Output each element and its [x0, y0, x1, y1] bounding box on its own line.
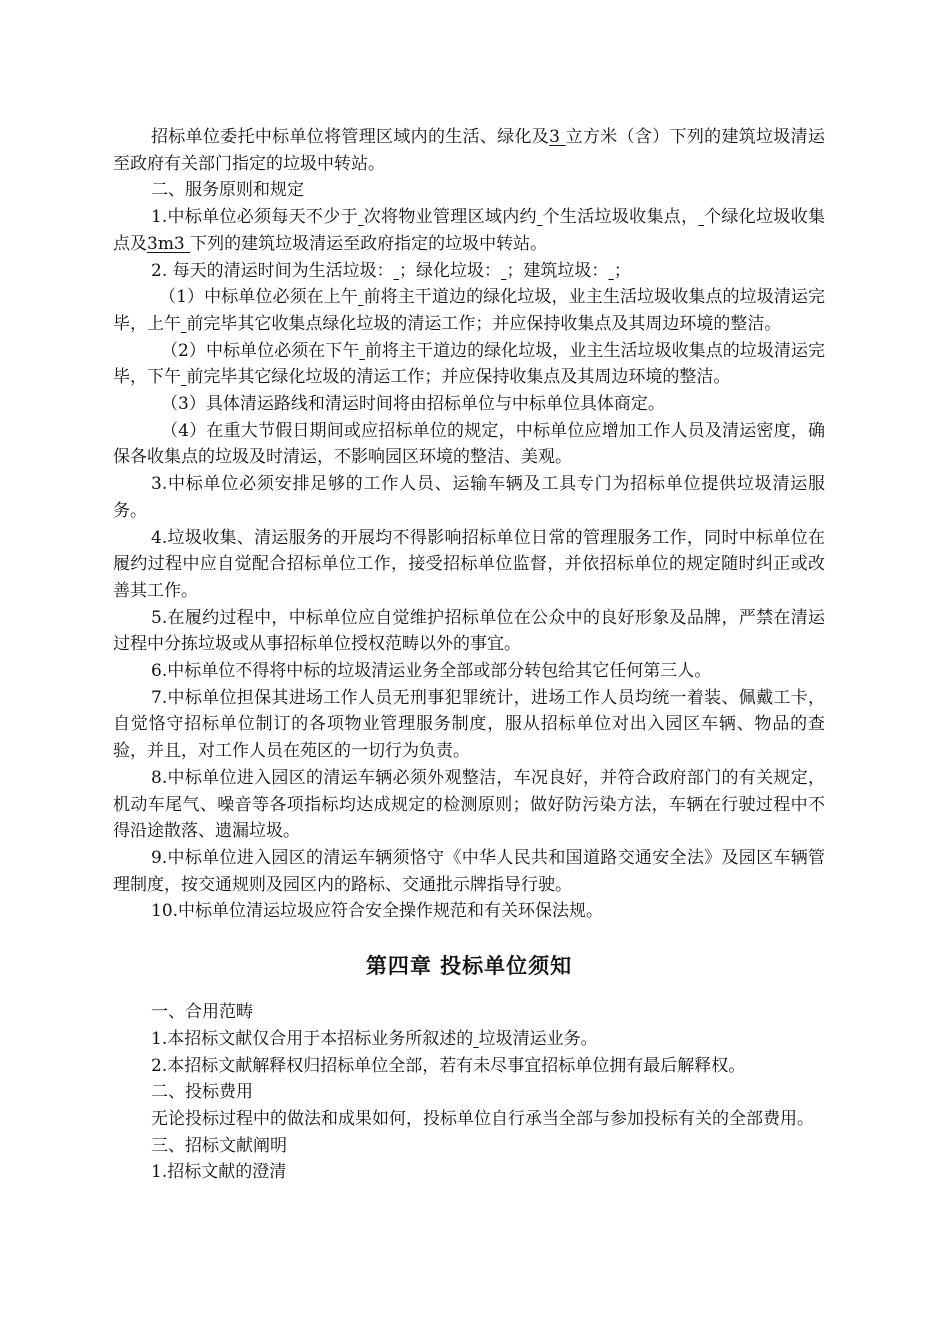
- heading-doc-explanation: 三、招标文献阐明: [151, 1135, 287, 1156]
- paragraph-scope: 招标单位委托中标单位将管理区域内的生活、绿化及3 立方米（含）下列的建筑垃圾清运至政府有关部门指定的垃圾中转站。: [113, 127, 825, 174]
- paragraph-clause-5: 5.在履约过程中，中标单位应自觉维护招标单位在公众中的良好形象及品牌，严禁在清运过程中分拣垃圾或从事招标单位授权范畴以外的事宜。: [113, 607, 825, 655]
- paragraph-clause-1: 1.中标单位必须每天不少于 次将物业管理区域内约 个生活垃圾收集点， 个绿化垃圾收集点及3m3 下列的建筑垃圾清运至政府指定的垃圾中转站。: [113, 207, 825, 254]
- paragraph-clause-7: 7.中标单位担保其进场工作人员无刑事犯罪统计，进场工作人员均统一着装、佩戴工卡，自觉恪守招标单位制订的各项物业管理服务制度，服从招标单位对出入园区车辆、物品的查验，并且，对工作人员在苑区的一切行为负责。: [113, 687, 825, 762]
- paragraph-clause-4: 4.垃圾收集、清运服务的开展均不得影响招标单位日常的管理服务工作，同时中标单位在履约过程中应自觉配合招标单位工作，接受招标单位监督，并依招标单位的规定随时纠正或改善其工作。: [113, 527, 825, 601]
- paragraph-doc-clarification: 1.招标文献的澄清: [151, 1162, 287, 1183]
- paragraph-clause-8: 8.中标单位进入园区的清运车辆必须外观整洁，车况良好，并符合政府部门的有关规定，机动车尾气、噪音等各项指标均达成规定的检测原则；做好防污染方法，车辆在行驶过程中不得沿途散落、遗漏垃圾。: [113, 767, 825, 842]
- volume-3m3: 3m3: [147, 233, 191, 254]
- paragraph-scope-1: 1.本招标文献仅合用于本招标业务所叙述的 垃圾清运业务。: [151, 1028, 598, 1049]
- paragraph-subclause-3: （3）具体清运路线和清运时间将由招标单位与中标单位具体商定。: [161, 394, 665, 415]
- chapter-title: 第四章 投标单位须知: [365, 954, 573, 979]
- paragraph-subclause-4: （4）在重大节假日期间或应招标单位的规定，中标单位应增加工作人员及清运密度，确保各收集点的垃圾及时清运，不影响园区环境的整洁、美观。: [113, 420, 825, 468]
- heading-scope: 一、合用范畴: [151, 1002, 253, 1023]
- paragraph-clause-10: 10.中标单位清运垃圾应符合安全操作规范和有关环保法规。: [151, 901, 604, 922]
- blank-volume: 3: [549, 127, 566, 147]
- paragraph-subclause-2: （2）中标单位必须在下午 前将主干道边的绿化垃圾，业主生活垃圾收集点的垃圾清运完毕，下午 前完毕其它绿化垃圾的清运工作；并应保持收集点及其周边环境的整洁。: [113, 340, 825, 388]
- heading-bid-cost: 二、投标费用: [151, 1082, 253, 1103]
- paragraph-subclause-1: （1）中标单位必须在上午 前将主干道边的绿化垃圾，业主生活垃圾收集点的垃圾清运完毕，上午 前完毕其它收集点绿化垃圾的清运工作；并应保持收集点及其周边环境的整洁。: [113, 287, 826, 334]
- paragraph-bid-cost: 无论投标过程中的做法和成果如何，投标单位自行承当全部与参加投标有关的全部费用。: [151, 1108, 814, 1129]
- document-page: [113, 124, 825, 1186]
- heading-service-principles: 二、服务原则和规定: [151, 180, 304, 201]
- paragraph-scope-2: 2.本招标文献解释权归招标单位全部，若有未尽事宜招标单位拥有最后解释权。: [151, 1055, 746, 1076]
- paragraph-clause-9: 9.中标单位进入园区的清运车辆须恪守《中华人民共和国道路交通安全法》及园区车辆管理制度，按交通规则及园区内的路标、交通批示牌指导行驶。: [113, 847, 825, 895]
- paragraph-clause-2: 2. 每天的清运时间为生活垃圾： ；绿化垃圾： ；建筑垃圾： ；: [151, 260, 631, 281]
- paragraph-clause-6: 6.中标单位不得将中标的垃圾清运业务全部或部分转包给其它任何第三人。: [151, 661, 712, 682]
- paragraph-clause-3: 3.中标单位必须安排足够的工作人员、运输车辆及工具专门为招标单位提供垃圾清运服务。: [113, 474, 825, 521]
